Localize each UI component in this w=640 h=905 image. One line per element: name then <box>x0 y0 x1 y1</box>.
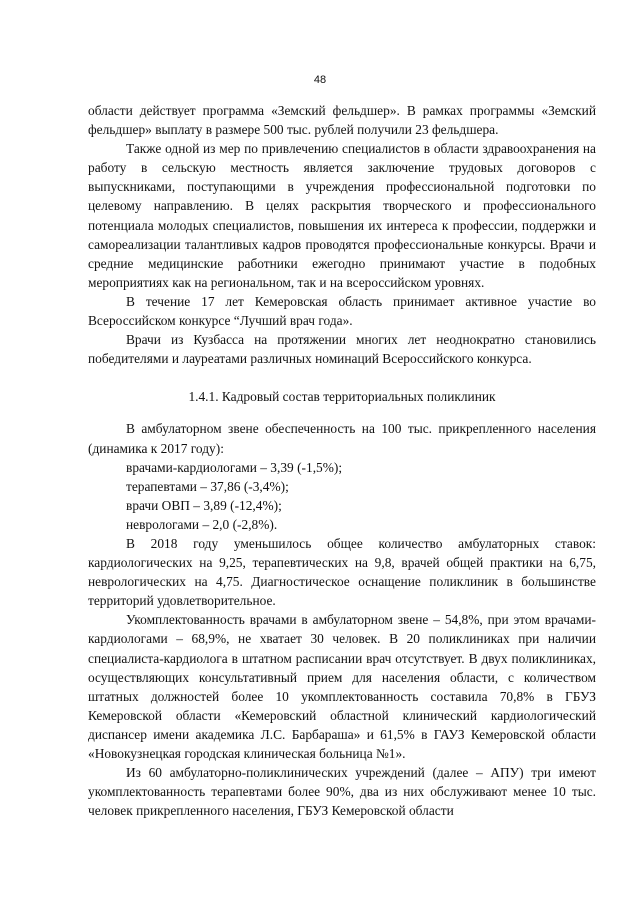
page-body <box>88 101 596 820</box>
indicator-list <box>88 458 596 534</box>
paragraph: области действует программа «Земский фельдшер». В рамках программы «Земский фельдшер» выплату в размере 500 тыс. рублей получили 23 фельдшера. <box>88 103 596 138</box>
paragraph: В течение 17 лет Кемеровская область принимает активное участие во Всероссийском конкурсе “Лучший врач года». <box>88 293 596 329</box>
list-item: терапевтами – 37,86 (-3,4%); <box>126 478 289 494</box>
paragraph: Из 60 амбулаторно-поликлинических учреждений (далее – АПУ) три имеют укомплектованность терапевтами более 90%, два из них обслуживают менее 10 тыс. человек прикрепленного населения, ГБУЗ Кемеровской области <box>88 765 596 819</box>
paragraph: Врачи из Кузбасса на протяжении многих лет неоднократно становились победителями и лауреатами различных номинаций Всероссийского конкурса. <box>88 332 596 367</box>
paragraph: В 2018 году уменьшилось общее количество амбулаторных ставок: кардиологических на 9,25, терапевтических на 9,8, врачей общей практики на 6,75, неврологических на 4,75. Диагностическое оснащение поликлиник в большинстве территорий удовлетворительное. <box>88 535 596 609</box>
list-item: врачами-кардиологами – 3,39 (-1,5%); <box>126 459 343 475</box>
list-item: неврологами – 2,0 (-2,8%). <box>126 516 278 532</box>
list-intro: В амбулаторном звене обеспеченность на 100 тыс. прикрепленного населения (динамика к 2017 году): <box>88 421 596 456</box>
section-heading: 1.4.1. Кадровый состав территориальных поликлиник <box>188 389 496 405</box>
paragraph: Укомплектованность врачами в амбулаторном звене – 54,8%, при этом врачами-кардиологами – 68,9%, не хватает 30 человек. В 20 поликлиниках при наличии специалиста-кардиолога в штатном расписании врач отсутствует. В двух поликлиниках, осуществляющих консультативный прием для населения области, с количеством штатных должностей более 10 укомплектованность составила 70,8% в ГБУЗ Кемеровской области «Кемеровский областной клинический кардиологический диспансер имени академика Л.С. Барбараша» и 61,5% в ГАУЗ Кемеровской области «Новокузнецкая городская клиническая больница №1». <box>88 612 596 761</box>
paragraph: Также одной из мер по привлечению специалистов в области здравоохранения на работу в сельскую местность является заключение трудовых договоров с выпускниками, поступающими в учреждения профессиональной подготовки по целевому направлению. В целях раскрытия творческого и профессионального потенциала молодых специалистов, повышения их интереса к профессии, поддержки и самореализации талантливых кадров проводятся профессиональные конкурсы. Врачи и средние медицинские работники ежегодно принимают участие в подобных мероприятиях как на региональном, так и на всероссийском уровнях. <box>88 141 596 290</box>
list-item: врачи ОВП – 3,89 (-12,4%); <box>126 497 282 513</box>
page-number: 48 <box>313 74 327 86</box>
